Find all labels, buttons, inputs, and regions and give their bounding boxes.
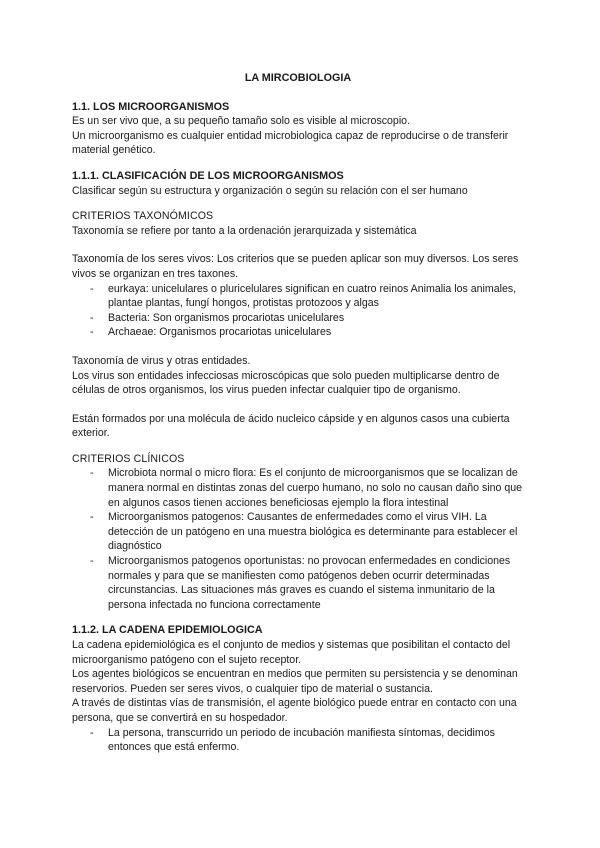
paragraph: Taxonomía de virus y otras entidades. xyxy=(72,354,251,367)
heading-cadena-epidemiologica: 1.1.2. LA CADENA EPIDEMIOLOGICA xyxy=(72,624,263,637)
list-item-text: Microorganismos patogenos: Causantes de enfermedades como el virus VIH. La detección de un patógeno en una muestra biológica es determinante para establecer el diagnóstico xyxy=(108,511,518,553)
dash-bullet: - xyxy=(90,555,94,568)
paragraph: Es un ser vivo que, a su pequeño tamaño solo es visible al microscopio. xyxy=(72,115,411,128)
heading-clasificacion: 1.1.1. CLASIFICACIÓN DE LOS MICROORGANISMOS xyxy=(72,169,344,182)
list-item-text: La persona, transcurrido un periodo de incubación manifiesta síntomas, decidimos entonces que está enfermo. xyxy=(108,726,495,754)
heading-microorganismos: 1.1. LOS MICROORGANISMOS xyxy=(72,100,230,113)
dash-bullet: - xyxy=(90,467,94,480)
list-item-text: Archaeae: Organismos procariotas unicelulares xyxy=(108,326,332,339)
paragraph: Están formados por una molécula de ácido nucleico cápside y en algunos casos una cubierta exterior. xyxy=(72,412,510,440)
dash-bullet: - xyxy=(90,282,94,295)
taxones-list xyxy=(72,282,524,340)
paragraph: A través de distintas vías de transmisión, el agente biológico puede entrar en contacto con una persona, que se convertirá en su hospedador. xyxy=(72,697,517,724)
document-title: LA MIRCOBIOLOGIA xyxy=(244,72,352,84)
heading-criterios-taxonomicos: CRITERIOS TAXONÓMICOS xyxy=(72,210,214,223)
dash-bullet: - xyxy=(90,726,94,739)
dash-bullet: - xyxy=(90,511,94,524)
paragraph: Los virus son entidades infecciosas microscópicas que solo pueden multiplicarse dentro de células de otros organismos, los virus pueden infectar cualquier tipo de organismo. xyxy=(72,369,500,397)
list-item xyxy=(72,726,524,755)
list-item xyxy=(72,466,524,510)
paragraph: Un microorganismo es cualquier entidad microbiologica capaz de reproducirse o de transferir material genético. xyxy=(72,129,509,157)
paragraph: Clasificar según su estructura y organización o según su relación con el ser humano xyxy=(72,184,468,197)
document-page xyxy=(72,71,524,755)
list-item-text: Bacteria: Son organismos procariotas unicelulares xyxy=(108,311,345,324)
paragraph: La cadena epidemiológica es el conjunto de medios y sistemas que posibilitan el contacto del microorganismo patógeno con el sujeto receptor. xyxy=(72,639,511,666)
list-item-text: Microbiota normal o micro flora: Es el conjunto de microorganismos que se localizan de manera normal en distintas zonas del cuerpo humano, no solo no causan daño sino que en algunos casos tienen acciones beneficiosas ejemplo la flora intestinal xyxy=(108,467,523,509)
heading-criterios-clinicos: CRITERIOS CLÍNICOS xyxy=(72,452,185,465)
dash-bullet: - xyxy=(90,311,94,324)
list-item-text: eurkaya: unicelulares o pluricelulares significan en cuatro reinos Animalia los animales, plantae plantas, fungí hongos, protistas protozoos y algas xyxy=(108,282,517,310)
list-item xyxy=(72,282,524,311)
list-item xyxy=(72,311,524,326)
paragraph: Taxonomía de los seres vivos: Los criterios que se pueden aplicar son muy diversos. Los seres vivos se organizan en tres taxones. xyxy=(72,253,519,280)
cadena-list xyxy=(72,726,524,755)
list-item xyxy=(72,554,524,612)
paragraph: Taxonomía se refiere por tanto a la ordenación jerarquizada y sistemática xyxy=(72,224,417,237)
dash-bullet: - xyxy=(90,326,94,339)
list-item-text: Microorganismos patogenos oportunistas: no provocan enfermedades en condiciones normales y para que se manifiesten como patógenos deben ocurrir determinadas circunstancias. Las situaciones más graves es cuando el sistema inmunitario de la persona infectada no funciona correctamente xyxy=(108,555,511,611)
paragraph: Los agentes biológicos se encuentran en medios que permiten su persistencia y se denominan reservorios. Pueden ser seres vivos, o cualquier tipo de material o sustancia. xyxy=(72,668,518,695)
list-item xyxy=(72,510,524,554)
list-item xyxy=(72,325,524,340)
clinicos-list xyxy=(72,466,524,612)
